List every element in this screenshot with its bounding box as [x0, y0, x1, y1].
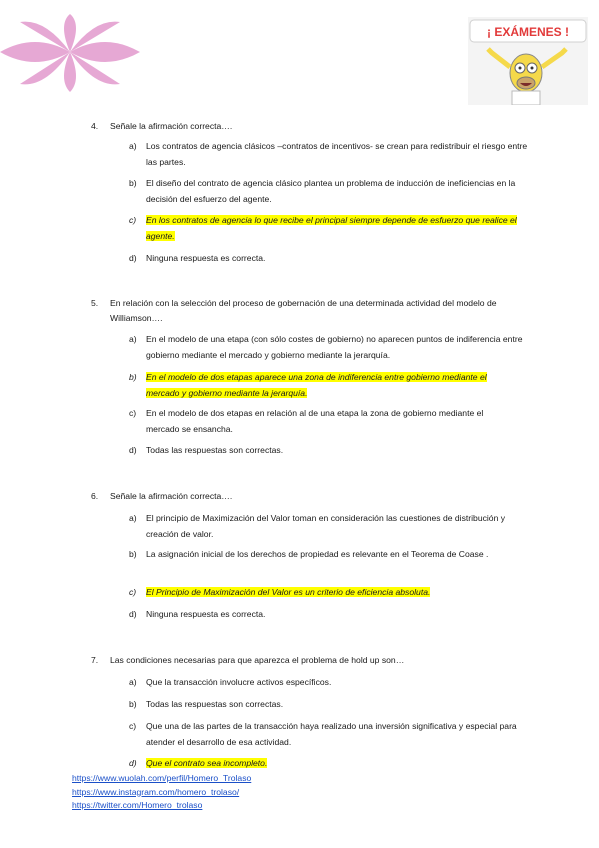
- option-text: Todas las respuestas son correctas.: [146, 699, 284, 709]
- option-text: El principio de Maximización del Valor toman en consideración las cuestiones de distribución y creación de valor.: [146, 513, 506, 539]
- question-text: Las condiciones necesarias para que aparezca el problema de hold up son…: [110, 655, 405, 665]
- option-text: En el modelo de dos etapas aparece una zona de indiferencia entre gobierno mediante el mercado y gobierno mediante la jerarquía.: [146, 372, 487, 398]
- option-letter: b): [129, 549, 137, 559]
- option-text: Que la transacción involucre activos específicos.: [146, 677, 332, 687]
- link-twitter[interactable]: https://twitter.com/Homero_trolaso: [72, 800, 203, 811]
- option-letter: c): [129, 408, 137, 418]
- homer-cartoon-icon: [468, 17, 588, 105]
- option-letter: b): [129, 372, 137, 382]
- question-text: Señale la afirmación correcta….: [110, 121, 233, 131]
- option-text: En el modelo de una etapa (con sólo costes de gobierno) no aparecen puntos de indiferencia entre gobierno mediante el mercado y gobierno mediante la jerarquía.: [146, 334, 523, 360]
- question-number: 7.: [91, 655, 99, 665]
- option-letter: c): [129, 587, 137, 597]
- link-instagram[interactable]: https://www.instagram.com/homero_trolaso/: [72, 786, 240, 797]
- option-letter: d): [129, 445, 137, 455]
- option-letter: d): [129, 758, 137, 768]
- question-text: Señale la afirmación correcta….: [110, 491, 233, 501]
- option-text: La asignación inicial de los derechos de propiedad es relevante en el Teorema de Coase .: [146, 549, 489, 559]
- option-text: El diseño del contrato de agencia clásico plantea un problema de inducción de ineficiencias en la decisión del esfuerzo del agente.: [146, 178, 516, 204]
- social-links: [72, 772, 251, 813]
- link-wuolah[interactable]: https://www.wuolah.com/perfil/Homero_Trolaso: [72, 773, 252, 783]
- option-letter: b): [129, 699, 137, 709]
- option-text: Que una de las partes de la transacción haya realizado una inversión significativa y especial para atender el desarrollo de esa actividad.: [146, 721, 517, 747]
- option-text: Los contratos de agencia clásicos –contratos de incentivos- se crean para redistribuir el riesgo entre las partes.: [146, 141, 528, 167]
- option-text: Ninguna respuesta es correcta.: [146, 609, 266, 619]
- option-text: El Principio de Maximización del Valor es un criterio de eficiencia absoluta.: [146, 587, 431, 597]
- option-letter: a): [129, 141, 137, 151]
- option-letter: a): [129, 513, 137, 523]
- option-letter: d): [129, 609, 137, 619]
- question-text: En relación con la selección del proceso de gobernación de una determinada actividad del modelo de Williamson….: [110, 298, 497, 323]
- option-letter: c): [129, 215, 137, 225]
- logo-shape: [0, 14, 140, 94]
- option-text: En el modelo de dos etapas en relación al de una etapa la zona de gobierno mediante el mercado se ensancha.: [146, 408, 484, 434]
- option-letter: c): [129, 721, 137, 731]
- option-letter: a): [129, 334, 137, 344]
- option-letter: d): [129, 253, 137, 263]
- option-text: Ninguna respuesta es correcta.: [146, 253, 266, 263]
- option-text: Que el contrato sea incompleto.: [146, 758, 268, 768]
- question-number: 4.: [91, 121, 99, 131]
- option-text: En los contratos de agencia lo que recibe el principal siempre depende de esfuerzo que realice el agente.: [146, 215, 517, 241]
- question-number: 6.: [91, 491, 99, 501]
- option-letter: b): [129, 178, 137, 188]
- badge-title: ¡ EXÁMENES !: [486, 25, 570, 39]
- exam-badge: [468, 17, 588, 105]
- question-number: 5.: [91, 298, 99, 308]
- option-letter: a): [129, 677, 137, 687]
- option-text: Todas las respuestas son correctas.: [146, 445, 284, 455]
